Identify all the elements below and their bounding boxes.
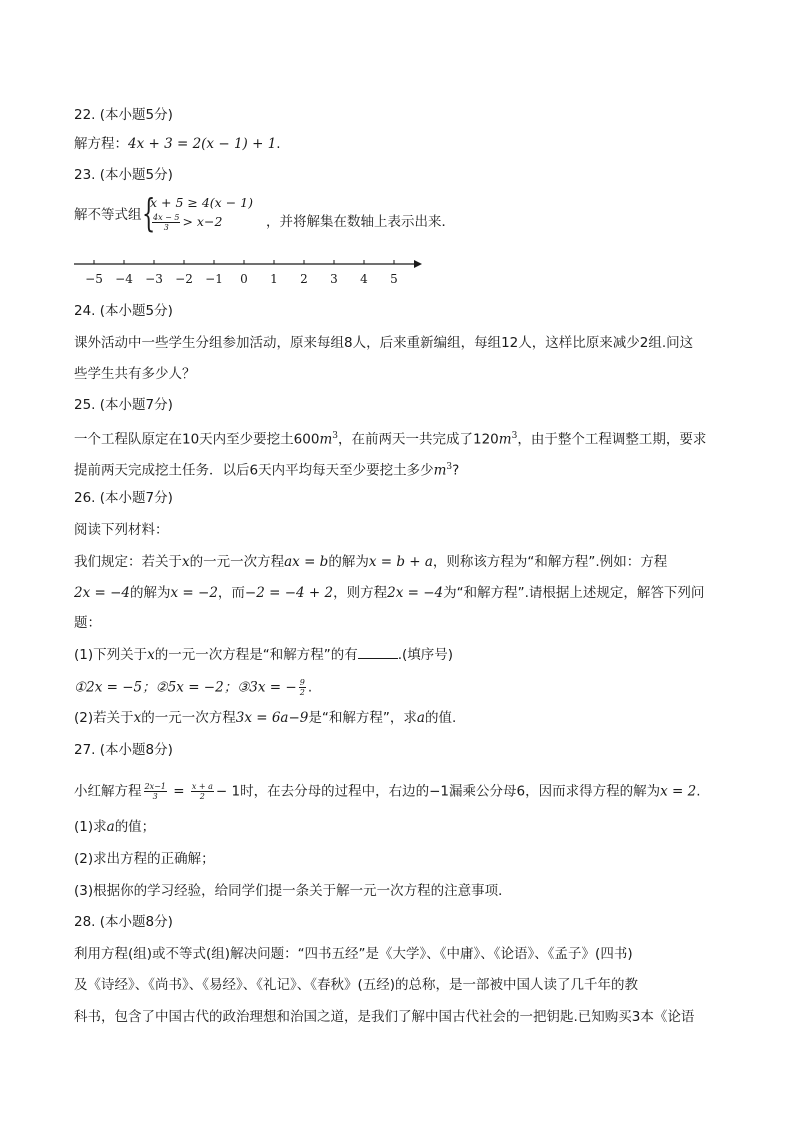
fraction-denominator: 2: [199, 792, 205, 801]
unit: m: [498, 431, 512, 448]
var-a: a: [106, 819, 115, 835]
q26-options: [74, 678, 312, 697]
q24-header: 24. (本小题5分): [74, 303, 173, 319]
number-line-label: −1: [205, 272, 223, 286]
q23-row2-rest: > x−2: [182, 214, 223, 229]
number-line-label: 3: [330, 272, 338, 286]
q26-l1-d: ，则称该方程为“和解方程”.例如：方程: [432, 554, 668, 570]
q25-line1-c: ，由于整个工程调整工期，要求: [517, 431, 707, 448]
unit: m: [433, 462, 447, 479]
q26-p1-c: .(填序号): [397, 647, 454, 663]
unit: m: [319, 431, 333, 448]
q28-header: 28. (本小题8分): [74, 914, 173, 930]
q26-l1-b: 的一元一次方程: [189, 554, 285, 570]
unit-exponent: 3: [332, 431, 338, 441]
q26-l2-b: ，而: [217, 585, 245, 601]
q27-l1-d: .: [696, 783, 701, 800]
number-line-label: 4: [360, 272, 368, 286]
q26-options-end: .: [307, 679, 313, 696]
eq-check: −2 = −4 + 2: [244, 585, 334, 601]
eq-ax-b: ax = b: [284, 554, 329, 570]
q26-p2-a: (2)若关于: [74, 710, 134, 726]
eq-2x: 2x = −4: [74, 585, 130, 601]
q27-l1-a: 小红解方程: [74, 783, 142, 800]
q23-text-prefix: 解不等式组: [74, 207, 142, 223]
q26-l2-c: ，则方程: [333, 585, 388, 601]
q23-system-row2: [150, 213, 222, 232]
q22-equation: 4x + 3 = 2(x − 1) + 1: [128, 136, 277, 152]
number-line-label: 5: [390, 272, 398, 286]
system-brace: {: [142, 191, 156, 235]
q25-line2-a: 提前两天完成挖土任务．以后6天内平均每天至少要挖土多少: [74, 462, 434, 479]
number-line-label: −5: [85, 272, 103, 286]
q23-inequality-system: [142, 193, 252, 235]
q26-part1: [74, 646, 453, 664]
var-x: x: [182, 554, 190, 570]
eq-3x: 3x = 6a−9: [235, 710, 309, 726]
number-line-label: 1: [270, 272, 278, 286]
q26-p2-b: 的一元一次方程: [141, 710, 236, 726]
q26-l1-a: 我们规定：若关于: [74, 554, 182, 570]
q23-header: 23. (本小题5分): [74, 167, 173, 183]
eq-2x: 2x = −4: [387, 585, 444, 601]
unit-exponent: 3: [446, 462, 453, 472]
q25-line2: [74, 458, 459, 480]
fraction-numerator: x + a: [191, 782, 213, 791]
fraction-numerator: 2x−1: [144, 782, 166, 791]
q25-line1-b: ，在前两天一共完成了120: [338, 431, 499, 448]
q26-p2-c: 是“和解方程”，求: [308, 710, 417, 726]
q27-header: 27. (本小题8分): [74, 742, 173, 758]
number-line-label: 0: [240, 272, 248, 286]
q26-options-text: ①2x = −5；②5x = −2；③3x = −: [74, 679, 297, 696]
q24-line2: 些学生共有多少人？: [74, 366, 196, 382]
q28-line3: 科书，包含了中国古代的政治理想和治国之道，是我们了解中国古代社会的一把钥匙.已知购买3本《论语: [74, 1009, 695, 1025]
q25-line2-b: ?: [452, 462, 460, 479]
fraction-denominator: 3: [163, 223, 169, 232]
q23-fraction: [152, 213, 180, 232]
eq-x-b-a: x = b + a: [368, 554, 433, 570]
q26-line1: [74, 553, 667, 571]
q22-header: 22. (本小题5分): [74, 107, 173, 123]
q25-line1-a: 一个工程队原定在10天内至少要挖土600: [74, 431, 320, 448]
var-a: a: [416, 710, 425, 726]
q22-text-prefix: 解方程：: [74, 136, 128, 152]
answer-blank[interactable]: [358, 646, 398, 659]
q27-p1-a: (1)求: [74, 819, 107, 835]
q23-number-line: [74, 256, 434, 296]
q26-line2: [74, 584, 704, 602]
q27-part1: [74, 818, 155, 836]
q26-fraction: [299, 678, 306, 697]
eq-x-m2: x = −2: [170, 585, 218, 601]
q26-l1-c: 的解为: [328, 554, 369, 570]
fraction-numerator: 9: [299, 678, 305, 687]
q28-line2: 及《诗经》、《尚书》、《易经》、《礼记》、《春秋》(五经)的总称，是一部被中国人读了几千年的教: [74, 977, 639, 993]
q27-p1-b: 的值；: [114, 819, 156, 835]
q27-part3: (3)根据你的学习经验，给同学们提一条关于解一元一次方程的注意事项．: [74, 883, 512, 899]
q26-l2-d: 为“和解方程”.请根据上述规定，解答下列问: [443, 585, 705, 601]
q27-solution: x = 2: [660, 783, 697, 800]
var-x: x: [147, 647, 155, 663]
q26-p1-b: 的一元一次方程是“和解方程”的有: [154, 647, 358, 663]
q25-header: 25. (本小题7分): [74, 397, 173, 413]
unit-exponent: 3: [511, 431, 518, 441]
q26-p1-a: (1)下列关于: [74, 647, 148, 663]
q27-fraction-left: [144, 782, 167, 801]
number-line-arrow-icon: [414, 260, 422, 268]
q24-line1: 课外活动中一些学生分组参加活动，原来每组8人，后来重新编组，每组12人，这样比原来减少2组.问这: [74, 335, 694, 351]
fraction-denominator: 2: [299, 688, 305, 697]
q26-part2: [74, 709, 456, 727]
var-x: x: [133, 710, 142, 726]
q26-intro: 阅读下列材料：: [74, 522, 169, 538]
number-line-label: 2: [300, 272, 308, 286]
q22-text-suffix: .: [276, 136, 281, 152]
q27-l1-b: − 1时，在去分母的过程中，右边的−1漏乘公分母6，因而求得方程的解为: [215, 783, 661, 800]
q27-part2: (2)求出方程的正确解；: [74, 851, 215, 867]
q26-header: 26. (本小题7分): [74, 490, 173, 506]
number-line-label: −2: [175, 272, 193, 286]
q25-line1: [74, 427, 706, 449]
q27-line1: [74, 782, 700, 801]
equals-sign: =: [168, 783, 189, 800]
q26-p2-d: 的值.: [424, 710, 457, 726]
number-line-label: −4: [115, 272, 133, 286]
q26-l2-a: 的解为: [130, 585, 171, 601]
number-line-label: −3: [145, 272, 163, 286]
q27-fraction-right: [191, 782, 214, 801]
fraction-denominator: 3: [152, 792, 158, 801]
q23-text-suffix: ，并将解集在数轴上表示出来．: [266, 214, 455, 230]
q22-body: [74, 135, 281, 153]
fraction-numerator: 4x − 5: [153, 213, 180, 222]
q23-system-row1: x + 5 ≥ 4(x − 1): [150, 195, 253, 210]
q26-line3: 题：: [74, 615, 101, 631]
q28-line1: 利用方程(组)或不等式(组)解决问题：“四书五经”是《大学》、《中庸》、《论语》、《孟子》(四书): [74, 946, 633, 962]
